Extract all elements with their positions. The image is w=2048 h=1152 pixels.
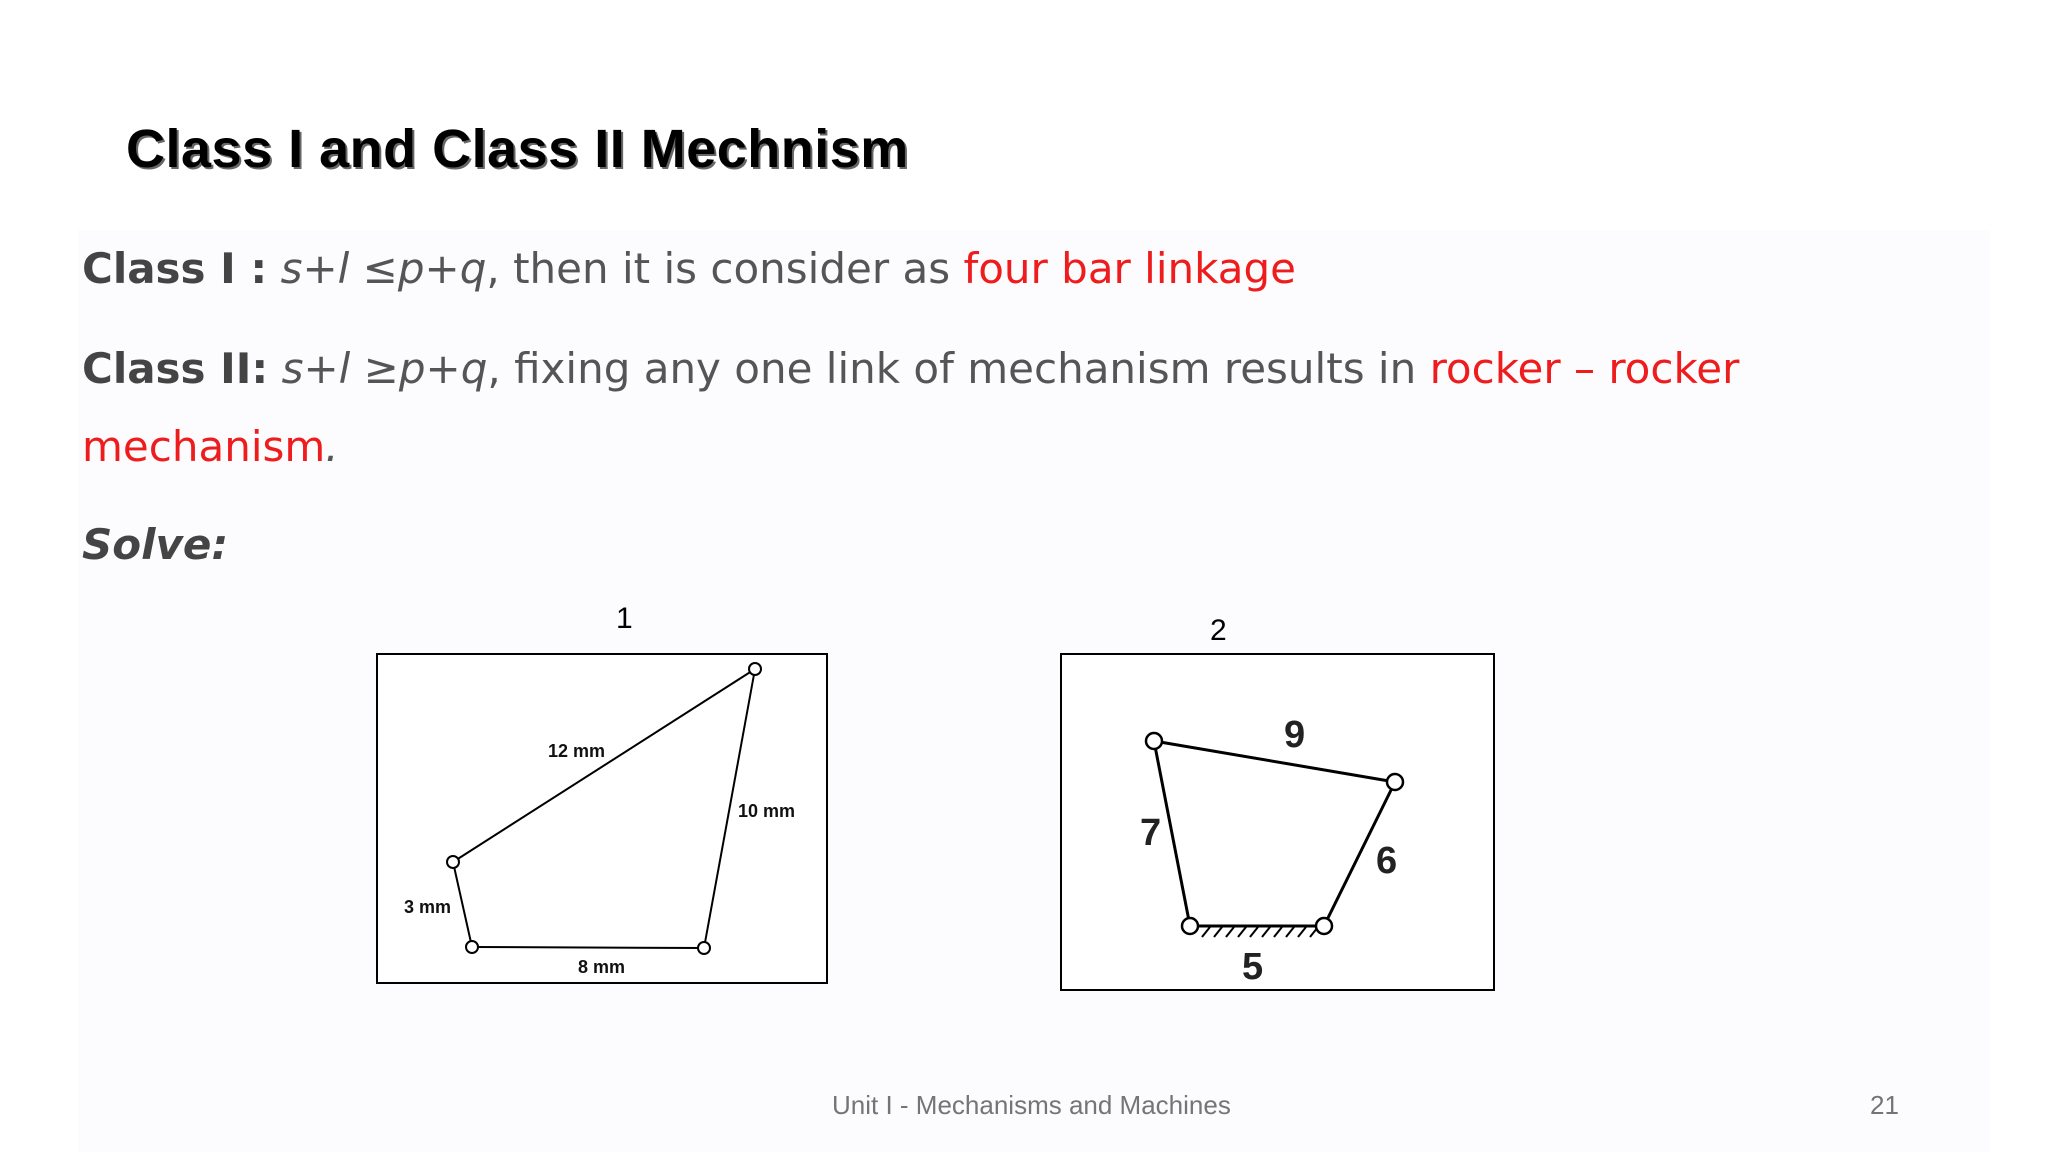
figure1-svg (378, 655, 826, 982)
class1-text: , then it is consider as (486, 244, 964, 293)
fig1-link-left (453, 862, 472, 947)
footer-unit-title: Unit I - Mechanisms and Machines (832, 1090, 1231, 1120)
class2-highlight-part2: mechanism (82, 422, 326, 471)
figure1-number: 1 (616, 602, 633, 635)
class2-highlight-part1: rocker – rocker (1429, 344, 1740, 393)
figure1-linkage-diagram (376, 653, 828, 984)
class2-line (82, 344, 1739, 393)
fig1-joint-top-left (447, 856, 459, 868)
fig2-link-top (1154, 741, 1395, 782)
fig2-label-bottom: 5 (1242, 946, 1264, 988)
fig1-joint-bottom-left (466, 941, 478, 953)
class1-formula: s+l ≤p+q (280, 244, 487, 293)
class1-label: Class I : (82, 244, 268, 293)
solve-heading: Solve: (82, 520, 229, 569)
fig2-label-left: 7 (1140, 812, 1162, 854)
class2-line-continued (82, 422, 339, 471)
class2-end: . (325, 422, 339, 471)
figure2-number: 2 (1210, 614, 1227, 647)
fig2-joint-bottom-left (1182, 918, 1198, 934)
fig2-label-top: 9 (1284, 714, 1306, 756)
class2-label: Class II: (82, 344, 269, 393)
class1-line (82, 244, 1296, 293)
class1-highlight: four bar linkage (963, 244, 1296, 293)
fig1-link-bottom (472, 947, 704, 948)
fig1-label-right: 10 mm (738, 801, 796, 821)
footer-page-number: 21 (1870, 1090, 1899, 1120)
fig1-link-top (453, 669, 755, 862)
fig2-ground-hatch (1202, 927, 1318, 937)
slide-title: Class I and Class II Mechnism (126, 119, 909, 179)
fig2-label-right: 6 (1376, 840, 1398, 882)
fig1-label-bottom: 8 mm (578, 957, 626, 977)
fig2-joint-bottom-right (1316, 918, 1332, 934)
class2-formula: s+l ≥p+q (281, 344, 488, 393)
fig1-joint-top-right (749, 663, 761, 675)
fig1-label-top: 12 mm (548, 741, 606, 761)
fig2-joint-top-left (1146, 733, 1162, 749)
fig2-joint-top-right (1387, 774, 1403, 790)
figure2-svg (1062, 655, 1493, 989)
class2-text: , fixing any one link of mechanism results in (487, 344, 1430, 393)
figure2-linkage-diagram (1060, 653, 1495, 991)
fig1-label-left: 3 mm (404, 897, 452, 917)
fig1-joint-bottom-right (698, 942, 710, 954)
